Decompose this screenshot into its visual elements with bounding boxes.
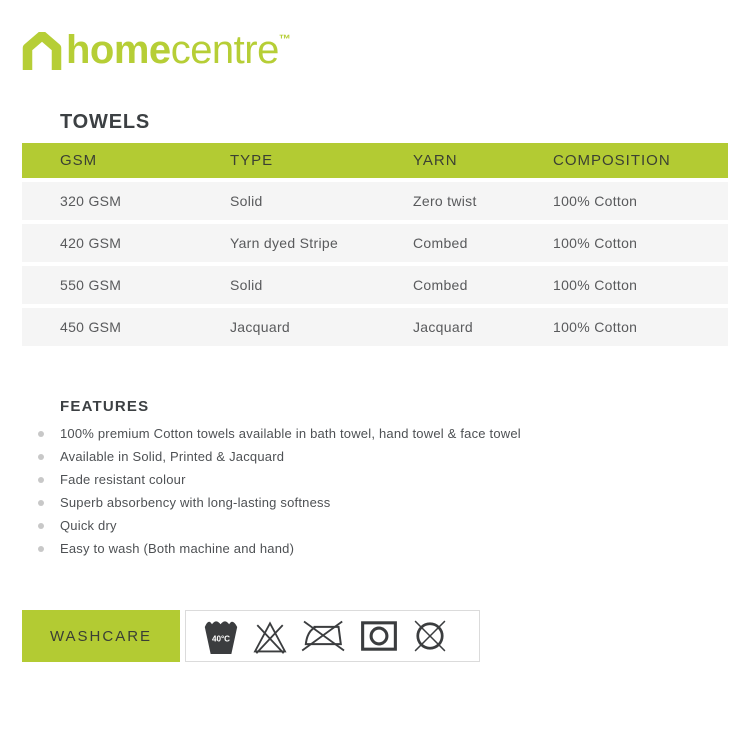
list-item [38,426,710,449]
logo-word-centre: centre [170,28,279,72]
list-item [38,449,710,472]
washcare-label-badge [22,610,180,662]
feature-text: Easy to wash (Both machine and hand) [60,541,295,556]
cell-type: Jacquard [230,319,290,335]
table-row [22,224,728,262]
trademark-symbol: ™ [278,32,291,46]
logo-wordmark [66,30,290,70]
feature-text: Available in Solid, Printed & Jacquard [60,449,285,464]
house-icon [22,32,62,70]
table-row [22,182,728,220]
cell-yarn: Combed [413,235,468,251]
table-row [22,266,728,304]
machine-wash-40-icon [203,616,239,656]
bullet-icon [38,523,44,529]
bullet-icon [38,500,44,506]
bullet-icon [38,431,44,437]
column-header-type: TYPE [230,152,274,169]
bullet-icon [38,546,44,552]
cell-type: Yarn dyed Stripe [230,235,339,251]
feature-text: Quick dry [60,518,117,533]
cell-composition: 100% Cotton [553,193,638,209]
washcare-label: WASHCARE [49,627,153,645]
list-item [38,472,710,495]
cell-type: Solid [230,193,263,209]
do-not-iron-icon [301,616,347,656]
cell-gsm: 450 GSM [60,319,122,335]
tumble-dry-icon [359,616,399,656]
cell-composition: 100% Cotton [553,277,638,293]
cell-gsm: 320 GSM [60,193,122,209]
cell-composition: 100% Cotton [553,319,638,335]
bullet-icon [38,454,44,460]
cell-yarn: Jacquard [413,319,473,335]
feature-text: 100% premium Cotton towels available in bath towel, hand towel & face towel [60,426,521,441]
column-header-gsm: GSM [60,152,98,169]
column-header-composition: COMPOSITION [553,152,671,169]
do-not-dry-clean-icon [411,617,449,655]
feature-text: Fade resistant colour [60,472,186,487]
homecentre-logo [22,30,290,70]
wash-temperature-label: 40°C [211,634,231,644]
column-header-yarn: YARN [413,152,458,169]
cell-yarn: Combed [413,277,468,293]
cell-type: Solid [230,277,263,293]
cell-yarn: Zero twist [413,193,477,209]
section-title-towels: TOWELS [60,111,150,133]
list-item [38,495,710,518]
feature-text: Superb absorbency with long-lasting softness [60,495,331,510]
list-item [38,541,710,564]
features-list [38,426,710,564]
section-title-features: FEATURES [60,398,150,415]
towel-spec-table [22,143,728,346]
do-not-bleach-icon [251,616,289,656]
cell-composition: 100% Cotton [553,235,638,251]
table-row [22,308,728,346]
list-item [38,518,710,541]
cell-gsm: 550 GSM [60,277,122,293]
washcare-icons-box [185,610,480,662]
bullet-icon [38,477,44,483]
logo-word-home: home [66,28,171,72]
table-header-row [22,143,728,178]
cell-gsm: 420 GSM [60,235,122,251]
